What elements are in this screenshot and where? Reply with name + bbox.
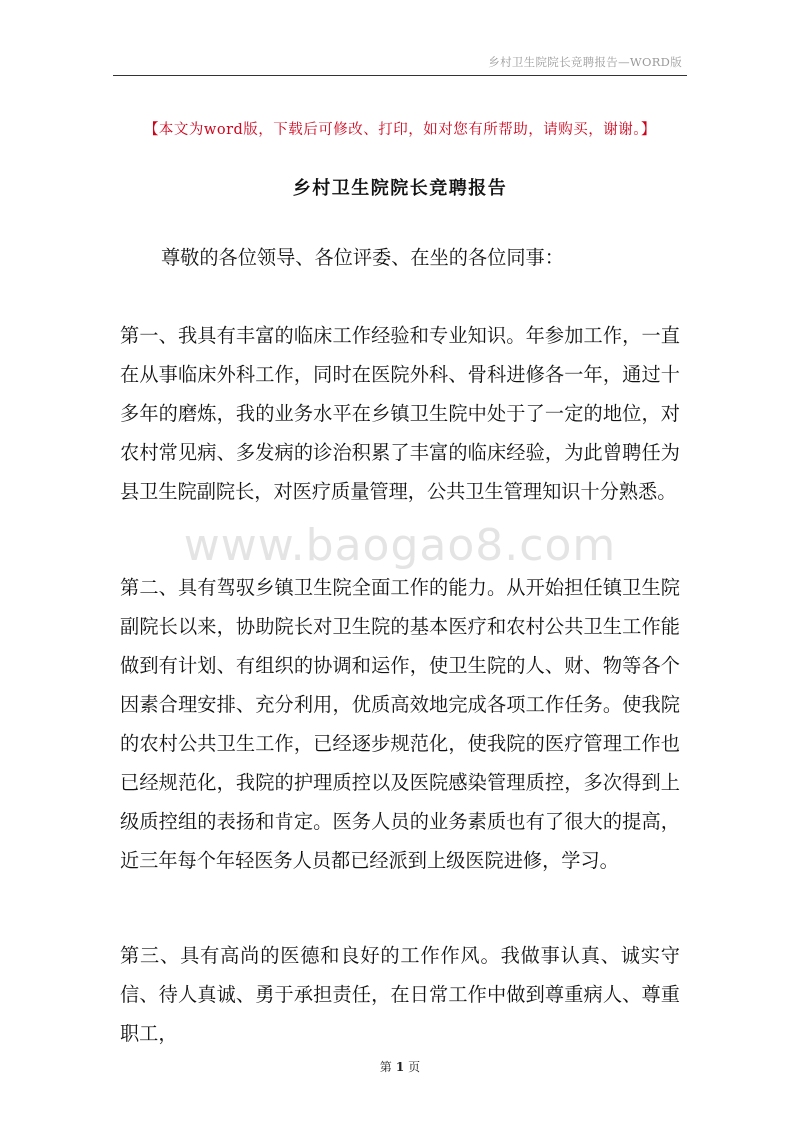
paragraph-first: 第一、我具有丰富的临床工作经验和专业知识。年参加工作，一直在从事临床外科工作，同时在医院外科、骨科进修各一年，通过十多年的磨炼，我的业务水平在乡镇卫生院中处于了一定的地位，对农村常见病、多发病的诊治积累了丰富的临床经验，为此曾聘任为县卫生院副院长，对医疗质量管理，公共卫生管理知识十分熟悉。	[120, 324, 680, 503]
header-divider	[113, 75, 687, 76]
document-title: 乡村卫生院院长竞聘报告	[292, 178, 508, 199]
running-header: 乡村卫生院院长竞聘报告—WORD版	[488, 55, 682, 69]
watermark: www.baogao8.com	[183, 520, 617, 571]
paragraph-third: 第三、具有高尚的医德和良好的工作作风。我做事认真、诚实守信、待人真诚、勇于承担责任，在日常工作中做到尊重病人、尊重职工，	[120, 944, 680, 1045]
page-prefix: 第	[379, 1060, 392, 1074]
download-notice: 【本文为word版，下载后可修改、打印，如对您有所帮助，请购买，谢谢。】	[143, 122, 657, 138]
page-number: 1	[395, 1060, 405, 1074]
paragraph-second: 第二、具有驾驭乡镇卫生院全面工作的能力。从开始担任镇卫生院副院长以来，协助院长对卫生院的基本医疗和农村公共卫生工作能做到有计划、有组织的协调和运作，使卫生院的人、财、物等各个因素合理安排、充分利用，优质高效地完成各项工作任务。使我院的农村公共卫生工作，已经逐步规范化，使我院的医疗管理工作也已经规范化，我院的护理质控以及医院感染管理质控，多次得到上级质控组的表扬和肯定。医务人员的业务素质也有了很大的提高，近三年每个年轻医务人员都已经派到上级医院进修，学习。	[120, 576, 680, 872]
page-footer	[0, 1058, 800, 1075]
greeting-paragraph: 尊敬的各位领导、各位评委、在坐的各位同事：	[161, 246, 564, 269]
page-suffix: 页	[408, 1060, 421, 1074]
